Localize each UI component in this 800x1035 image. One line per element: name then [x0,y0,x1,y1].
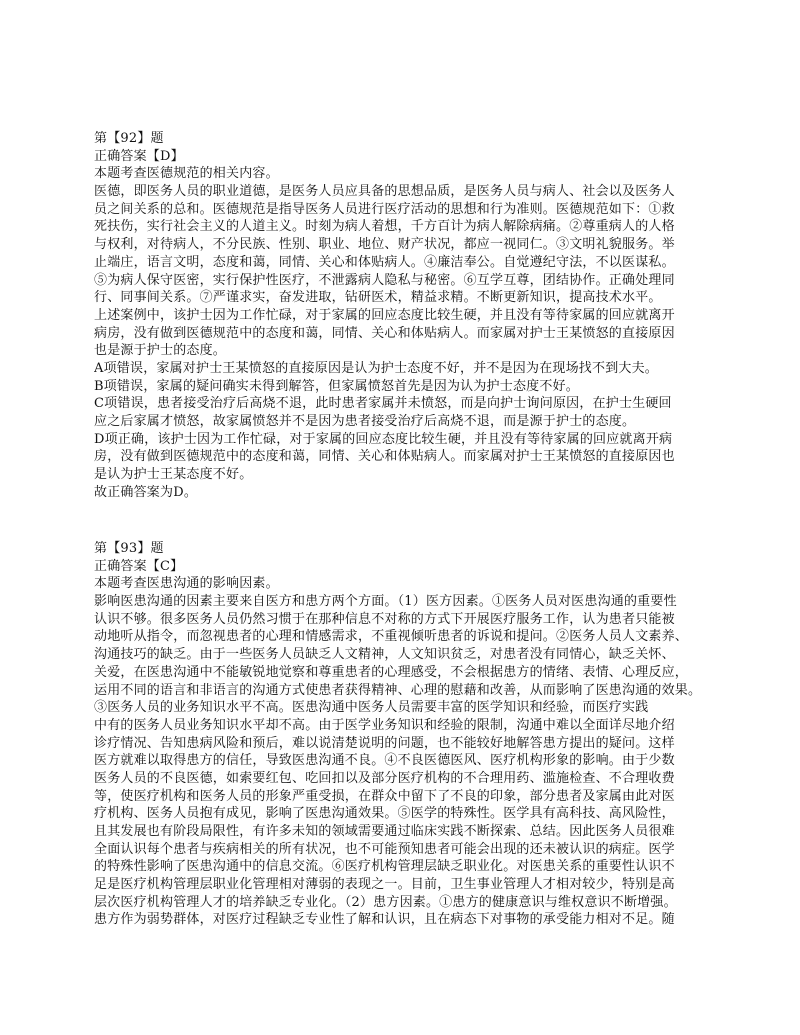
explanation-line: 沟通技巧的缺乏。由于一些医务人员缺乏人文精神，人文知识贫乏，对患者没有同情心，缺乏关怀、 [94,647,675,663]
explanation-line: 本题考查医德规范的相关内容。 [94,166,279,182]
explanation-line: C项错误，患者接受治疗后高烧不退，此时患者家属并未愤怒，而是向护士询问原因，在护士生硬回 [94,396,672,412]
question-93-section [94,540,716,929]
explanation-line: 止端庄，语言文明，态度和蔼，同情、关心和体贴病人。④廉洁奉公。自觉遵纪守法，不以医谋私。 [94,254,675,270]
explanation-line: ③医务人员的业务知识水平不高。医患沟通中医务人员需要丰富的医学知识和经验，而医疗实践 [94,700,649,716]
explanation-line: D项正确，该护士因为工作忙碌，对于家属的回应态度比较生硬，并且没有等待家属的回应就离开病 [94,431,673,447]
explanation-line: 应之后家属才愤怒，故家属愤怒并不是因为患者接受治疗后高烧不退，而是源于护士的态度。 [94,414,636,429]
explanation-line: 患方作为弱势群体，对医疗过程缺乏专业性了解和认识，且在病态下对事物的承受能力相对不足。随 [94,912,675,928]
explanation-line: 本题考查医患沟通的影响因素。 [94,576,279,592]
explanation-line: 员之间关系的总和。医德规范是指导医务人员进行医疗活动的思想和行为准则。医德规范如下：①救 [94,201,675,217]
question-heading: 第【93】题 [94,541,164,556]
explanation-line: 诊疗情况、告知患病风险和预后，难以说清楚说明的问题，也不能较好地解答患方提出的疑问。这样 [94,735,675,751]
explanation-line: 行、同事间关系。⑦严谨求实，奋发进取，钻研医术，精益求精。不断更新知识，提高技术水平。 [94,290,662,306]
explanation-block [94,165,716,501]
explanation-line: 病房，没有做到医德规范中的态度和蔼，同情、关心和体贴病人。而家属对护士王某愤怒的直接原因 [94,325,675,341]
explanation-block [94,575,716,929]
explanation-line: 医德，即医务人员的职业道德，是医务人员应具备的思想品质，是医务人员与病人、社会以及医务人 [94,184,675,200]
explanation-line: 层次医疗机构管理人才的培养缺乏专业化。（2）患方因素。①患方的健康意识与维权意识不断增强。 [94,894,677,910]
answer-line: 正确答案【D】 [94,148,184,164]
explanation-line: B项错误，家属的疑问确实未得到解答，但家属愤怒首先是因为认为护士态度不好。 [94,378,579,394]
explanation-line: 运用不同的语言和非语言的沟通方式使患者获得精神、心理的慰藉和改善，从而影响了医患沟通的效果。 [94,682,702,698]
explanation-line: 上述案例中，该护士因为工作忙碌，对于家属的回应态度比较生硬，并且没有等待家属的回应就离开 [94,307,675,323]
explanation-line: 房，没有做到医德规范中的态度和蔼，同情、关心和体贴病人。而家属对护士王某愤怒的直接原因也 [94,449,675,465]
explanation-line: 的特殊性影响了医患沟通中的信息交流。⑥医疗机构管理层缺乏职业化。对医患关系的重要性认识不 [94,859,675,875]
explanation-line: 中有的医务人员业务知识水平却不高。由于医学业务知识和经验的限制，沟通中难以全面详尽地介绍 [94,717,675,733]
explanation-line: 认识不够。很多医务人员仍然习惯于在那种信息不对称的方式下开展医疗服务工作，认为患者只能被 [94,611,675,627]
explanation-line: 死扶伤，实行社会主义的人道主义。时刻为病人着想，千方百计为病人解除病痛。②尊重病人的人格 [94,219,675,235]
explanation-line: 等，使医疗机构和医务人员的形象严重受损，在群众中留下了不良的印象，部分患者及家属由此对医 [94,788,675,804]
explanation-line: 故正确答案为D。 [94,484,198,500]
explanation-line: 疗机构、医务人员抱有成见，影响了医患沟通效果。⑤医学的特殊性。医学具有高科技、高风险性， [94,806,675,822]
question-heading: 第【92】题 [94,131,164,146]
explanation-line: 医务人员的不良医德，如索要红包、吃回扣以及部分医疗机构的不合理用药、滥施检查、不合理收费 [94,770,675,786]
explanation-line: 是认为护士王某态度不好。 [94,467,253,483]
explanation-line: A项错误，家属对护士王某愤怒的直接原因是认为护士态度不好，并不是因为在现场找不到大夫。 [94,360,658,376]
explanation-line: 也是源于护士的态度。 [94,343,227,359]
explanation-line: 且其发展也有阶段局限性，有许多未知的领域需要通过临床实践不断探索、总结。因此医务人员很难 [94,824,675,839]
explanation-line: 动地听从指令，而忽视患者的心理和情感需求，不重视倾听患者的诉说和提问。②医务人员人文素养、 [94,629,689,645]
explanation-line: 关爱，在医患沟通中不能敏锐地觉察和尊重患者的心理感受，不会根据患方的情绪、表情、心理反应， [94,664,689,680]
explanation-line: ⑤为病人保守医密，实行保护性医疗，不泄露病人隐私与秘密。⑥互学互尊，团结协作。正确处理同 [94,272,675,288]
explanation-line: 足是医疗机构管理层职业化管理相对薄弱的表现之一。目前，卫生事业管理人才相对较少，特别是高 [94,877,675,893]
answer-line: 正确答案【C】 [94,558,184,574]
question-92-section [94,130,716,501]
explanation-line: 医方就难以取得患方的信任，导致医患沟通不良。④不良医德医风、医疗机构形象的影响。由于少数 [94,753,675,769]
explanation-line: 与权利，对待病人，不分民族、性别、职业、地位、财产状况，都应一视同仁。③文明礼貌服务。举 [94,237,675,253]
explanation-line: 影响医患沟通的因素主要来自医方和患方两个方面。（1）医方因素。①医务人员对医患沟通的重要性 [94,594,677,610]
explanation-line: 全面认识每个患者与疾病相关的所有状况，也不可能预知患者可能会出现的还未被认识的病症。医学 [94,841,675,857]
